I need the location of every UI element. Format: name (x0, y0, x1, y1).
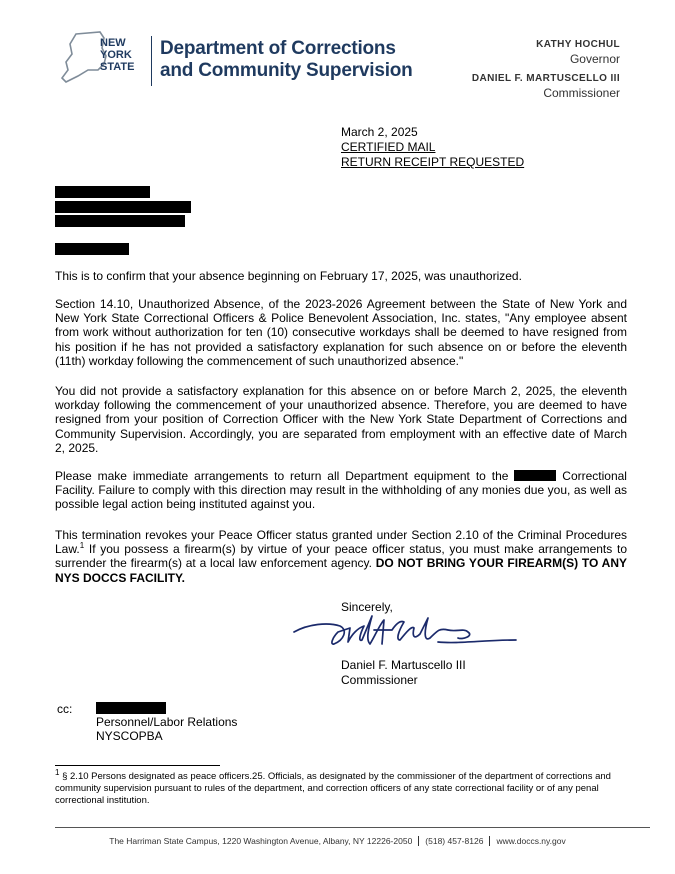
handwritten-signature (288, 610, 528, 654)
agency-name-line1: Department of Corrections (160, 38, 396, 59)
footnote-divider (55, 765, 220, 766)
peace-officer-text-a: This termination revokes your Peace Officer status granted under Section 2.10 of the Criminal Procedures Law. (55, 528, 627, 557)
paragraph-deemed-resigned: You did not provide a satisfactory explanation for this absence on or before March 2, 2025, the eleventh workday following the commencement of your unauthorized absence. Therefore, you are deemed to have resigned from your position of Correction Officer with the New York State Department of Corrections and Community Supervision. Accordingly, you are separated from employment with an effective date of March 2, 2025. (55, 384, 627, 455)
return-equipment-text-b: Correctional Facility. Failure to comply with this direction may result in the withholding of any monies due you, as well as possible legal action being instituted against you. (55, 469, 627, 512)
paragraph-peace-officer-status (55, 528, 627, 585)
firearm-warning: DO NOT BRING YOUR FIREARM(S) TO ANY NYS DOCCS FACILITY. (55, 556, 627, 585)
signer-block (341, 658, 466, 688)
cc-entry: Personnel/Labor Relations (96, 715, 238, 729)
agency-name-line2: and Community Supervision (160, 60, 413, 81)
footer-address: The Harriman State Campus, 1220 Washington Avenue, Albany, NY 12226-2050 (109, 836, 413, 846)
footnote-marker: 1 (55, 767, 60, 777)
logo-text-york: YORK (100, 49, 132, 61)
footnote-reference: 1 (79, 541, 85, 551)
redacted-salutation (55, 243, 129, 255)
governor-title: Governor (569, 52, 620, 66)
redacted-recipient-address-1 (55, 201, 191, 213)
redacted-recipient-name (55, 186, 150, 198)
footer-separator (489, 836, 490, 846)
new-york-state-logo (58, 30, 158, 88)
letterhead-divider (151, 36, 152, 86)
redacted-facility-name (514, 470, 556, 481)
footnote-text: § 2.10 Persons designated as peace officers.25. Officials, as designated by the commissioner of the department of corrections and community supervision pursuant to rules of the department, and correction officers of any state correctional facility or of any penal correctional institution. (55, 771, 611, 806)
redacted-recipient-address-2 (55, 215, 185, 227)
footer-phone: (518) 457-8126 (425, 836, 484, 846)
cc-entry: NYSCOPBA (96, 729, 163, 743)
logo-text-new: NEW (100, 37, 126, 49)
governor-name: KATHY HOCHUL (536, 39, 620, 50)
paragraph-absence-confirmation: This is to confirm that your absence beginning on February 17, 2025, was unauthorized. (55, 269, 522, 283)
footer-divider (55, 827, 650, 828)
signer-name: Daniel F. Martuscello III (341, 658, 466, 672)
cc-list (96, 715, 237, 743)
logo-text-state: STATE (100, 61, 135, 73)
commissioner-title: Commissioner (543, 86, 620, 100)
footer-separator (418, 836, 419, 846)
commissioner-name: DANIEL F. MARTUSCELLO III (471, 73, 620, 84)
paragraph-return-equipment (55, 469, 627, 512)
letter-date: March 2, 2025 (341, 125, 418, 139)
footer-website: www.doccs.ny.gov (496, 836, 566, 846)
peace-officer-text-b: If you possess a firearm(s) by virtue of your peace officer status, you must make arrangements to surrender the firearm(s) at a local law enforcement agency. (55, 542, 627, 571)
return-receipt-label: RETURN RECEIPT REQUESTED (341, 155, 525, 169)
cc-label: cc: (57, 702, 73, 716)
signer-title: Commissioner (341, 673, 418, 687)
footnote (55, 767, 630, 807)
paragraph-section-14-10: Section 14.10, Unauthorized Absence, of the 2023-2026 Agreement between the State of New York and New York State Correctional Officers & Police Benevolent Association, Inc. states, "Any employee absent from work without authorization for ten (10) consecutive workdays shall be deemed to have resigned from his position if he has not provided a satisfactory explanation for such absence on or before the eleventh (11th) workday following the commencement of such unauthorized absence." (55, 297, 627, 368)
date-block (341, 125, 524, 170)
certified-mail-label: CERTIFIED MAIL (341, 140, 436, 154)
return-equipment-text-a: Please make immediate arrangements to return all Department equipment to the (55, 469, 509, 483)
redacted-cc-recipient (96, 702, 166, 714)
closing-sincerely: Sincerely, (341, 600, 393, 614)
footer (0, 836, 675, 846)
agency-name (160, 38, 413, 82)
officials-block (472, 38, 620, 100)
